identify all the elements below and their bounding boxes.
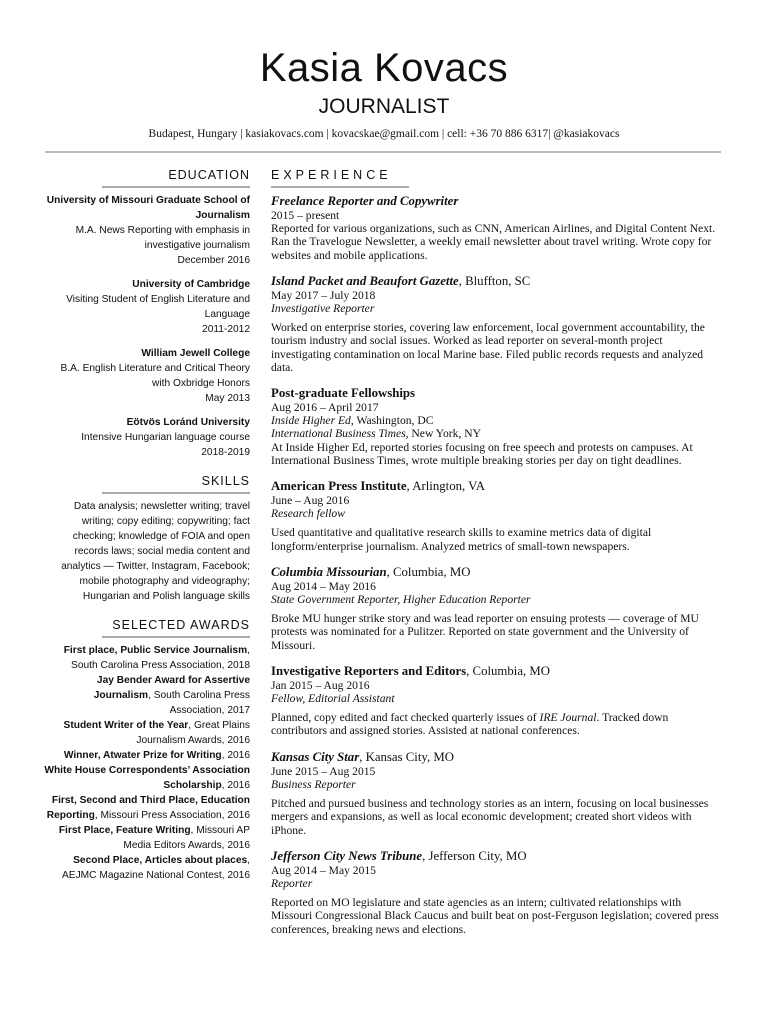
experience-entry [271, 478, 721, 553]
entry-role: Reporter [271, 876, 313, 890]
experience-entry [271, 193, 721, 262]
employer-location: , Jefferson City, MO [422, 848, 527, 863]
entry-dates: June – Aug 2016 [271, 494, 350, 508]
experience-entry [271, 663, 721, 738]
award-name: White House Correspondents’ Association Scholarship [44, 765, 250, 791]
awards-heading: SELECTED AWARDS [102, 616, 250, 638]
award-name: First Place, Feature Writing [58, 825, 191, 836]
education-date: May 2013 [205, 393, 250, 404]
employer-location: , Columbia, MO [386, 564, 471, 579]
employer-name: Columbia Missourian [271, 564, 387, 579]
entry-description: Broke MU hunger strike story and was lead reporter on ensuing protests — coverage of MU protests was nominated for a Pulitzer. Reported on state government and the University of Missouri. [271, 612, 699, 652]
job-title: JOURNALIST [318, 95, 450, 118]
education-date: December 2016 [177, 255, 250, 266]
experience-entry [271, 848, 721, 936]
contact-line: Budapest, Hungary | kasiakovacs.com | kovacskae@gmail.com | cell: +36 70 886 6317| @kasiakovacs [148, 128, 620, 140]
employer-name: Investigative Reporters and Editors [271, 663, 467, 678]
employer-name: Kansas City Star [271, 749, 360, 764]
publication-name: International Business Times, [271, 427, 409, 441]
award-detail: , 2016 [221, 750, 250, 761]
education-date: 2011-2012 [202, 324, 250, 335]
award-name: Winner, Atwater Prize for Writing [63, 750, 222, 761]
award-item [40, 763, 250, 793]
award-item [40, 718, 250, 748]
award-detail: , South Carolina Press Association, 2018 [71, 645, 250, 671]
header-divider [45, 151, 721, 153]
entry-dates: June 2015 – Aug 2015 [271, 764, 376, 778]
education-item [40, 415, 250, 460]
award-name: Student Writer of the Year [63, 720, 189, 731]
experience-entry [271, 749, 721, 837]
school-name: University of Cambridge [132, 279, 250, 290]
award-name: Second Place, Articles about places [73, 855, 248, 866]
education-item [40, 346, 250, 406]
skills-heading: SKILLS [102, 472, 250, 494]
publication-name: Inside Higher Ed [271, 414, 351, 428]
award-item [40, 853, 250, 883]
entry-description: Worked on enterprise stories, covering law enforcement, local government accountability, the tourism industry and social issues. Worked as lead reporter on several-month project investigating contamination on local Marine base. Filed public records requests and analyzed data. [271, 321, 705, 374]
employer-location: , Bluffton, SC [458, 273, 531, 288]
employer-location: , Columbia, MO [466, 663, 551, 678]
entry-description: At Inside Higher Ed, reported stories focusing on free speech and protests on campuses. At International Business Times, wrote multiple breaking stories per day on tight deadlines. [271, 440, 693, 467]
award-name: First, Second and Third Place, Education Reporting [46, 795, 250, 821]
experience-entry [271, 273, 721, 374]
description-text: Planned, copy edited and fact checked quarterly issues of [271, 711, 540, 725]
employer-location: , Kansas City, MO [359, 749, 454, 764]
entry-role: State Government Reporter, Higher Education Reporter [271, 593, 531, 607]
award-name: Jay Bender Award for Assertive Journalism [93, 675, 250, 701]
award-item [40, 748, 250, 763]
school-name: William Jewell College [141, 348, 250, 359]
entry-dates: 2015 – present [271, 209, 340, 222]
entry-dates: Jan 2015 – Aug 2016 [271, 678, 370, 692]
publication-location: , Washington, DC [350, 414, 434, 428]
skills-text: Data analysis; newsletter writing; travel writing; copy editing; copywriting; fact checking; knowledge of FOIA and open records laws; social media content and analytics — Twitter, Instagram, Facebook; mobile photography and videography; Hungarian and Polish language skills [61, 501, 250, 602]
award-detail: , Missouri AP Media Editors Awards, 2016 [123, 825, 250, 851]
employer-name: Jefferson City News Tribune [271, 848, 423, 863]
entry-role: Fellow, Editorial Assistant [271, 692, 395, 706]
degree: M.A. News Reporting with emphasis in investigative journalism [75, 225, 250, 251]
education-item [40, 277, 250, 337]
entry-role: Investigative Reporter [271, 302, 375, 316]
experience-heading: EXPERIENCE [271, 166, 409, 188]
employer-name: Post-graduate Fellowships [271, 386, 415, 401]
journal-name: IRE Journal [539, 711, 597, 725]
entry-dates: Aug 2014 – May 2015 [271, 863, 376, 877]
entry-dates: Aug 2016 – April 2017 [271, 401, 379, 415]
entry-dates: Aug 2014 – May 2016 [271, 579, 376, 593]
experience-entry [271, 385, 721, 467]
entry-role: Research fellow [271, 507, 345, 521]
publication-location: New York, NY [408, 427, 481, 441]
entry-description: Reported for various organizations, such as CNN, American Airlines, and Digital Content Next. Ran the Travelogue Newsletter, a weekly email newsletter about travel writing. Wrote copy for websites and mobile applications. [271, 222, 716, 262]
award-detail: , South Carolina Press Association, 2017 [148, 690, 250, 716]
entry-dates: May 2017 – July 2018 [271, 288, 376, 302]
employer-name: Freelance Reporter and Copywriter [271, 194, 459, 208]
degree: B.A. English Literature and Critical Theory with Oxbridge Honors [60, 363, 250, 389]
education-heading: EDUCATION [102, 166, 250, 188]
award-item [40, 823, 250, 853]
entry-description: Pitched and pursued business and technology stories as an intern, focusing on local businesses mergers and expansions, as well as local economic development; created short videos with iPhone. [271, 797, 709, 837]
entry-description: Used quantitative and qualitative research skills to examine metrics data of digital longform/enterprise journalism. Analyzed metrics of small-town newspapers. [271, 526, 652, 553]
candidate-name: Kasia Kovacs [259, 46, 509, 90]
school-name: University of Missouri Graduate School of Journalism [46, 195, 250, 221]
award-item [40, 793, 250, 823]
employer-name: American Press Institute [271, 479, 407, 494]
employer-location: , Arlington, VA [406, 479, 485, 494]
education-item [40, 193, 250, 268]
description-text: . Tracked down contributors and assigned stories. Assisted at national conferences. [271, 711, 669, 738]
degree: Visiting Student of English Literature and Language [66, 294, 250, 320]
left-column [40, 166, 250, 883]
employer-name: Island Packet and Beaufort Gazette [271, 273, 459, 288]
award-detail: , 2016 [221, 780, 250, 791]
entry-role: Business Reporter [271, 777, 356, 791]
degree: Intensive Hungarian language course [81, 432, 250, 443]
entry-description: Reported on MO legislature and state agencies as an intern; cultivated relationships with Missouri Congressional Black Caucus and built beat on post-Ferguson legislation; covered press conferences, breaking news and elections. [271, 896, 719, 936]
award-detail: , AEJMC Magazine National Contest, 2016 [61, 855, 250, 881]
award-item [40, 673, 250, 718]
school-name: Eötvös Loránd University [126, 417, 250, 428]
entry-description [271, 711, 721, 737]
award-detail: , Great Plains Journalism Awards, 2016 [136, 720, 250, 746]
experience-entry [271, 564, 721, 652]
right-column [271, 166, 721, 947]
education-date: 2018-2019 [201, 447, 250, 458]
award-name: First place, Public Service Journalism [63, 645, 248, 656]
award-detail: , Missouri Press Association, 2016 [94, 810, 250, 821]
award-item [40, 643, 250, 673]
